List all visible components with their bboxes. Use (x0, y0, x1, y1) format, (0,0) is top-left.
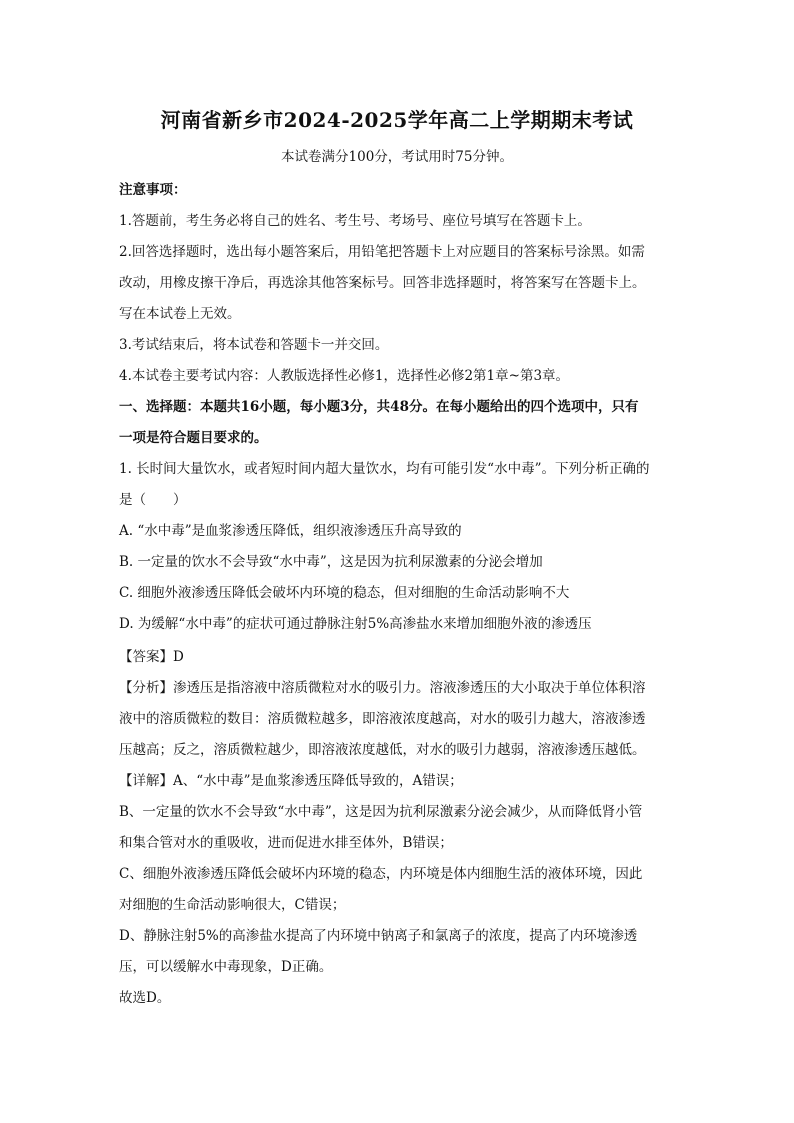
detail-line: 和集合管对水的重吸收，进而促进水排至体外，B错误； (119, 835, 453, 851)
detail-line: 故选D。 (119, 990, 171, 1006)
option-c: C. 细胞外液渗透压降低会破坏内环境的稳态，但对细胞的生命活动影响不大 (119, 585, 570, 601)
notice-item: 3.考试结束后，将本试卷和答题卡一并交回。 (119, 337, 389, 353)
notice-heading: 注意事项： (119, 182, 187, 198)
question-stem: 1. 长时间大量饮水，或者短时间内超大量饮水，均有可能引发“水中毒”。下列分析正确的 (119, 461, 650, 477)
option-d: D. 为缓解“水中毒”的症状可通过静脉注射5%高渗盐水来增加细胞外液的渗透压 (119, 616, 592, 632)
detail-line: B、一定量的饮水不会导致“水中毒”，这是因为抗利尿激素分泌会减少，从而降低肾小管 (119, 804, 643, 820)
detail-line: 对细胞的生命活动影响很大，C错误； (119, 897, 346, 913)
notice-item: 2.回答选择题时，选出每小题答案后，用铅笔把答题卡上对应题目的答案标号涂黑。如需 (119, 244, 645, 260)
analysis-line: 【分析】渗透压是指溶液中溶质微粒对水的吸引力。溶液渗透压的大小取决于单位体积溶 (119, 680, 646, 696)
notice-item: 1.答题前，考生务必将自己的姓名、考生号、考场号、座位号填写在答题卡上。 (119, 213, 591, 229)
exam-info: 本试卷满分100分，考试用时75分钟。 (281, 149, 513, 165)
detail-line: 压，可以缓解水中毒现象，D正确。 (119, 959, 333, 975)
answer: 【答案】D (119, 649, 184, 665)
notice-item: 改动，用橡皮擦干净后，再选涂其他答案标号。回答非选择题时，将答案写在答题卡上。 (119, 275, 646, 291)
notice-item: 写在本试卷上无效。 (119, 306, 241, 322)
detail-line: C、细胞外液渗透压降低会破坏内环境的稳态，内环境是体内细胞生活的液体环境，因此 (119, 866, 643, 882)
analysis-line: 液中的溶质微粒的数目：溶质微粒越多，即溶液浓度越高，对水的吸引力越大，溶液渗透 (119, 711, 646, 727)
detail-line: 【详解】A、“水中毒”是血浆渗透压降低导致的，A错误； (119, 773, 463, 789)
page-title: 河南省新乡市2024-2025学年高二上学期期末考试 (160, 108, 634, 132)
option-b: B. 一定量的饮水不会导致“水中毒”，这是因为抗利尿激素的分泌会增加 (119, 554, 543, 570)
notice-item: 4.本试卷主要考试内容：人教版选择性必修1，选择性必修2第1章~第3章。 (119, 368, 570, 384)
analysis-line: 压越高；反之，溶质微粒越少，即溶液浓度越低，对水的吸引力越弱，溶液渗透压越低。 (119, 742, 646, 758)
detail-line: D、静脉注射5%的高渗盐水提高了内环境中钠离子和氯离子的浓度，提高了内环境渗透 (119, 928, 638, 944)
question-stem-cont: 是（ ） (119, 492, 187, 508)
section-heading: 一、选择题：本题共16小题，每小题3分，共48分。在每小题给出的四个选项中，只有 (119, 399, 639, 415)
option-a: A. “水中毒”是血浆渗透压降低，组织液渗透压升高导致的 (119, 523, 462, 539)
section-heading-cont: 一项是符合题目要求的。 (119, 430, 268, 446)
